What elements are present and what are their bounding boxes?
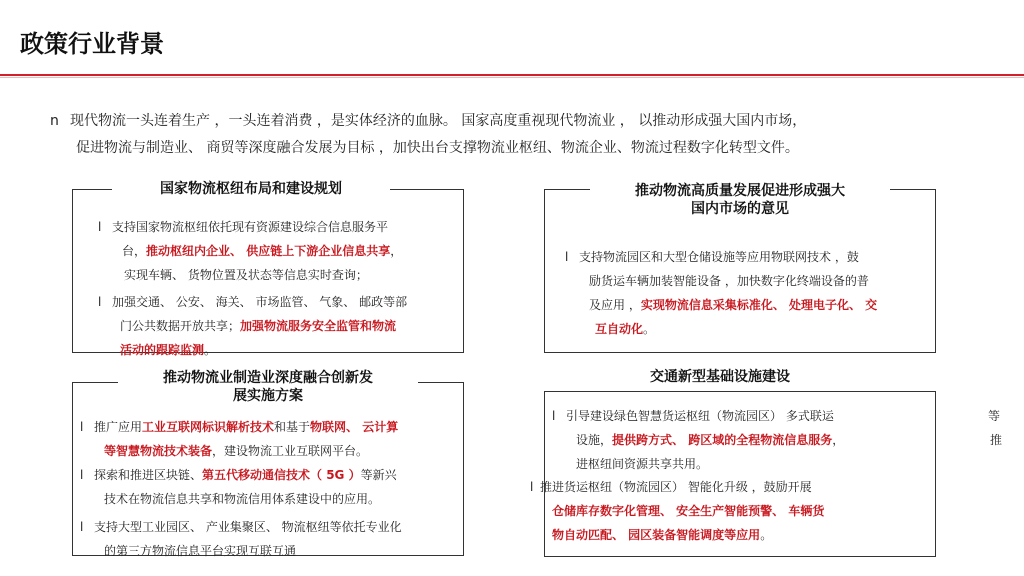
- bullet-mark: l: [98, 295, 102, 309]
- box-manufacturing-integration-title: 推动物流业制造业深度融合创新发 展实施方案: [118, 369, 418, 405]
- box-hub-planning-item-2: l 加强交通、 公安、 海关、 市场监管、 气象、 邮政等部 门公共数据开放共享；加强物流服务安全监管和物流 活动的跟踪监测。: [98, 290, 458, 362]
- box-manufacturing-integration-item-1: l 推广应用工业互联网标识解析技术和基于物联网、 云计算 等智慧物流技术装备，建设物流工业互联网平台。: [80, 415, 460, 463]
- box-high-quality-logistics-item-1: l 支持物流园区和大型仓储设施等应用物联网技术 ，鼓 励货运车辆加装智能设备 ，加快数字化终端设备的普 及应用 ，实现物流信息采集标准化、 处理电子化、 交 互自动化。: [565, 245, 930, 341]
- title-divider-shadow: [0, 77, 1024, 78]
- intro-bullet: n: [50, 113, 59, 129]
- bullet-mark: l: [80, 520, 84, 534]
- intro-line-2: 促进物流与制造业、 商贸等深度融合发展为目标 ，加快出台支撑物流业枢纽、物流企业、物流过程数字化转型文件。: [76, 140, 799, 156]
- bullet-mark: l: [80, 468, 84, 482]
- bullet-mark: l: [98, 220, 102, 234]
- bullet-mark: l: [565, 250, 569, 264]
- page-title: 政策行业背景: [20, 30, 164, 58]
- box-hub-planning-title: 国家物流枢纽布局和建设规划: [112, 180, 390, 198]
- box-new-infrastructure-item-1: l 引导建设绿色智慧货运枢纽（物流园区） 多式联运 等 设施，提供跨方式、 跨区域的全程物流信息服务， 推 进枢纽间资源共享共用。: [552, 404, 1012, 476]
- box-manufacturing-integration-item-3: l 支持大型工业园区、 产业集聚区、 物流枢纽等依托专业化 的第三方物流信息平台实现互联互通: [80, 515, 460, 563]
- box-new-infrastructure-item-2: l 推进货运枢纽（物流园区） 智能化升级 ，鼓励开展 仓储库存数字化管理、 安全生产智能预警、 车辆货 物自动匹配、 园区装备智能调度等应用。: [530, 475, 930, 547]
- title-divider: [0, 74, 1024, 76]
- intro-paragraph: [50, 108, 1000, 162]
- bullet-mark: l: [80, 420, 84, 434]
- box-hub-planning-item-1: l 支持国家物流枢纽依托现有资源建设综合信息服务平 台，推动枢纽内企业、 供应链上下游企业信息共享， 实现车辆、 货物位置及状态等信息实时查询；: [98, 215, 458, 287]
- box-manufacturing-integration-item-2: l 探索和推进区块链、第五代移动通信技术（ 5G ）等新兴 技术在物流信息共享和物流信用体系建设中的应用。: [80, 463, 460, 511]
- bullet-mark: l: [530, 480, 534, 494]
- intro-line-1: 现代物流一头连着生产 ，一头连着消费 ，是实体经济的血脉。 国家高度重视现代物流业 ， 以推动形成强大国内市场，: [70, 113, 807, 129]
- box-high-quality-logistics-title: 推动物流高质量发展促进形成强大 国内市场的意见: [590, 182, 890, 218]
- box-new-infrastructure-title: 交通新型基础设施建设: [620, 368, 820, 386]
- bullet-mark: l: [552, 409, 556, 423]
